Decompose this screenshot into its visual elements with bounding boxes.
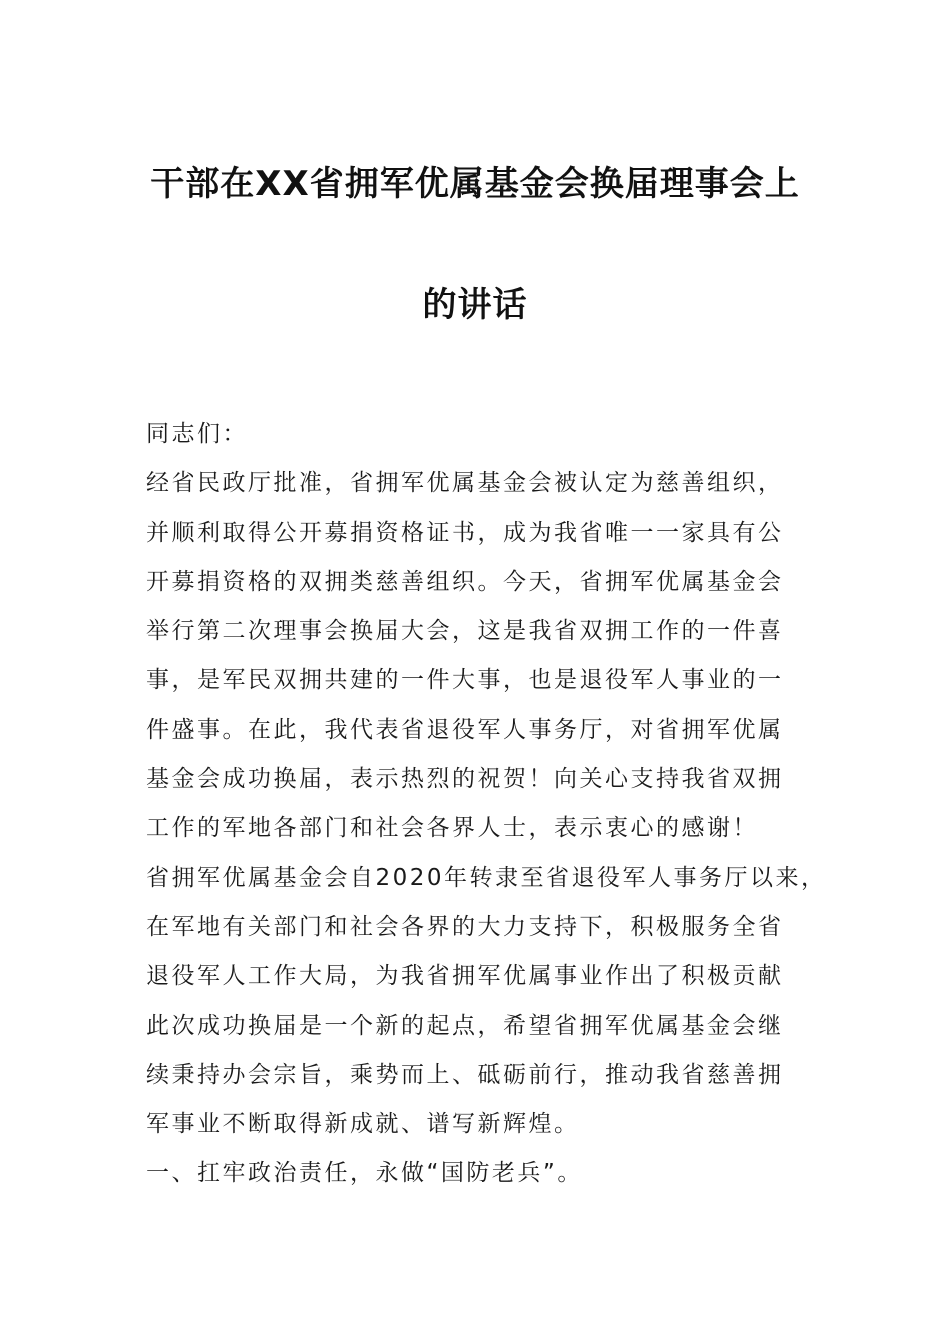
document-title-line-1: 干部在XX省拥军优属基金会换届理事会上 [150, 164, 800, 204]
body-line: 举行第二次理事会换届大会，这是我省双拥工作的一件喜 [146, 618, 784, 645]
body-line: 在军地有关部门和社会各界的大力支持下，积极服务全省 [146, 913, 784, 940]
body-line: 并顺利取得公开募捐资格证书，成为我省唯一一家具有公 [146, 519, 784, 546]
body-line: 此次成功换届是一个新的起点，希望省拥军优属基金会继 [146, 1012, 784, 1039]
body-line: 件盛事。在此，我代表省退役军人事务厅，对省拥军优属 [146, 716, 784, 743]
document-body [146, 410, 826, 1199]
body-line: 军事业不断取得新成就、谱写新辉煌。 [146, 1111, 580, 1138]
salutation: 同志们： [146, 421, 248, 447]
document-title-line-2: 的讲话 [422, 285, 528, 325]
body-line: 省拥军优属基金会自2020年转隶至省退役军人事务厅以来， [146, 864, 827, 891]
section-heading: 一、扛牢政治责任，永做“国防老兵”。 [146, 1160, 583, 1187]
body-line: 工作的军地各部门和社会各界人士，表示衷心的感谢！ [146, 815, 758, 842]
body-line: 退役军人工作大局，为我省拥军优属事业作出了积极贡献 [146, 963, 784, 990]
body-line: 开募捐资格的双拥类慈善组织。今天，省拥军优属基金会 [146, 568, 784, 595]
body-line: 基金会成功换届，表示热烈的祝贺！向关心支持我省双拥 [146, 766, 784, 793]
body-line: 经省民政厅批准，省拥军优属基金会被认定为慈善组织， [146, 470, 784, 497]
body-line: 事，是军民双拥共建的一件大事，也是退役军人事业的一 [146, 667, 784, 694]
body-line: 续秉持办会宗旨，乘势而上、砥砺前行，推动我省慈善拥 [146, 1061, 784, 1088]
